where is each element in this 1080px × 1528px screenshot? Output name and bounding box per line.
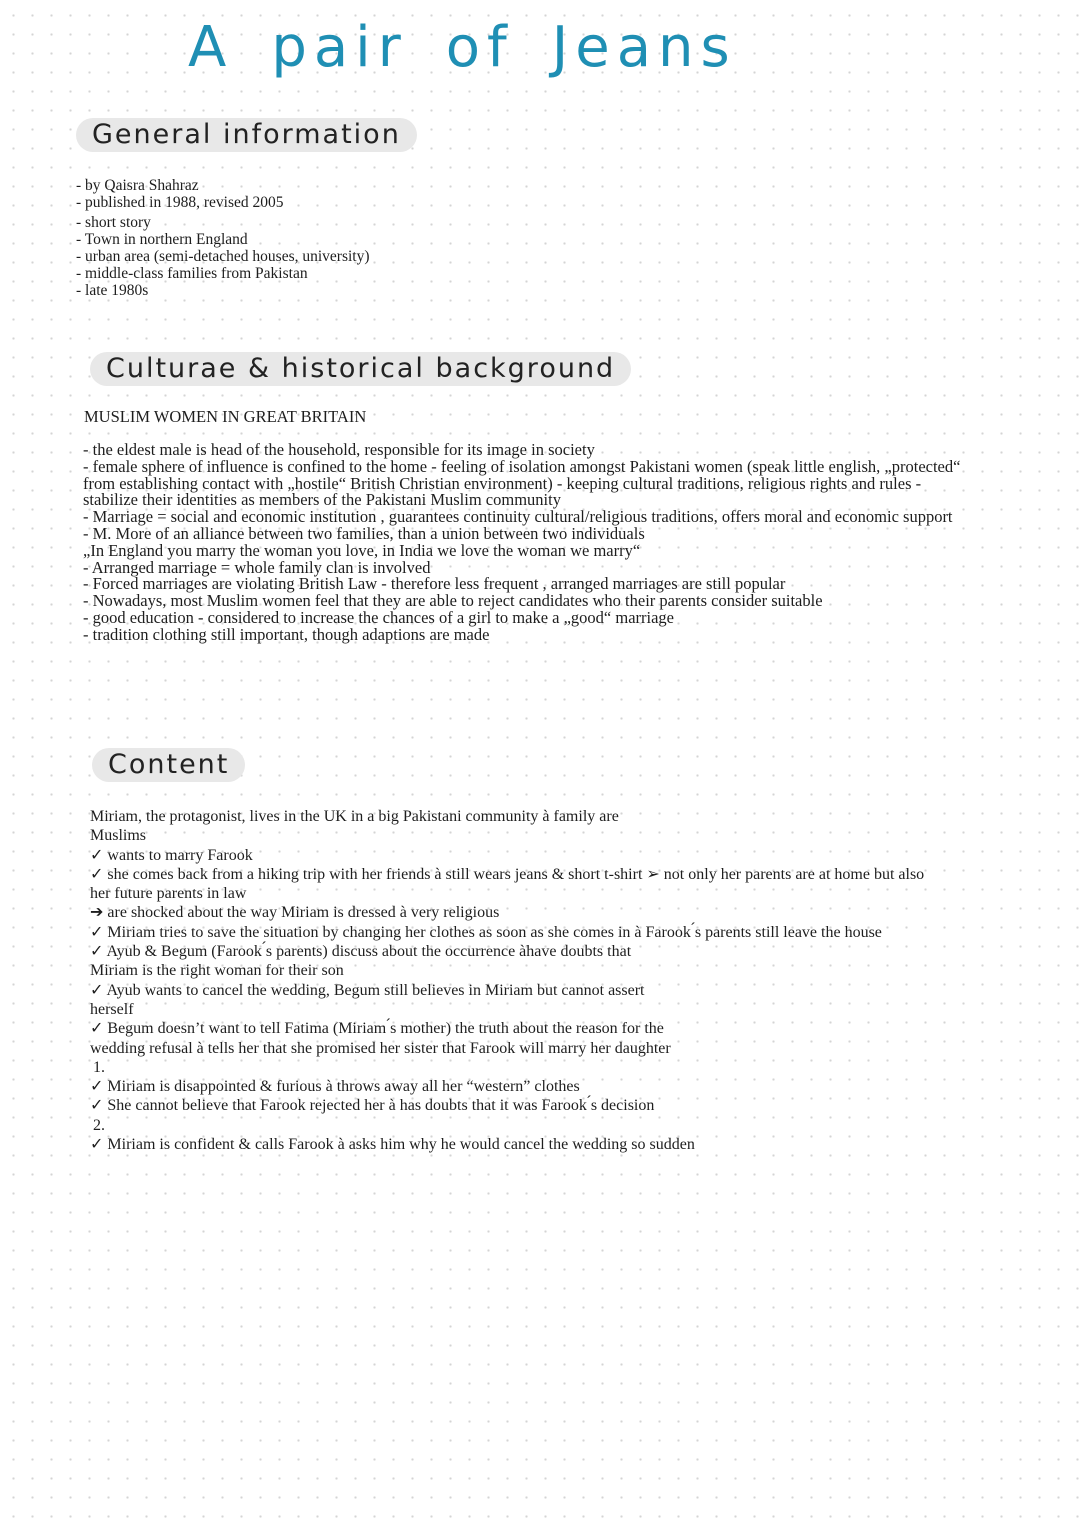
content-heading: Content	[92, 748, 245, 782]
content-line: 1.	[93, 1058, 105, 1076]
list-item: - M. More of an alliance between two families, than a union between two individuals	[83, 523, 645, 543]
title-word-2: pair	[271, 15, 408, 80]
list-item: - Nowadays, most Muslim women feel that they are able to reject candidates who their parents consider suitable	[83, 591, 823, 611]
list-item: - by Qaisra Shahraz	[76, 177, 199, 194]
list-item: - Forced marriages are violating British Law - therefore less frequent , arranged marriages are still popular	[83, 574, 786, 594]
list-item: - female sphere of influence is confined to the home - feeling of isolation amongst Pakistani women (speak little english, „protected“ from establishing contact with „hostile“ British Christian environment) - keeping cultural traditions, religious rights and rules - stabilize their identities as members of the Pakistani Muslim community	[83, 456, 961, 510]
content-line: ✓ wants to marry Farook	[90, 846, 253, 864]
content-line: Miriam is the right woman for their son	[90, 962, 344, 980]
general-information-heading: General information	[76, 118, 417, 152]
list-item: - urban area (semi-detached houses, university)	[76, 248, 370, 265]
list-item: - late 1980s	[76, 282, 149, 299]
list-item: - good education - considered to increase the chances of a girl to make a „good“ marriage	[83, 607, 674, 627]
content-line: Miriam, the protagonist, lives in the UK in a big Pakistani community à family are	[90, 808, 619, 825]
list-item: - Arranged marriage = whole family clan is involved	[83, 557, 431, 577]
content-line: ✓ Ayub & Begum (Farook ́s parents) discuss about the occurrence àhave doubts that	[90, 943, 632, 961]
list-item: - middle-class families from Pakistan	[76, 265, 308, 282]
cultural-background-heading: Culturae & historical background	[90, 352, 631, 386]
content-line: wedding refusal à tells her that she promised her sister that Farook will marry her daughter	[90, 1039, 671, 1057]
content-line: ✓ she comes back from a hiking trip with her friends à still wears jeans & short t-shirt ➢ not only her parents are at home but also	[90, 865, 925, 883]
muslim-women-subheading: MUSLIM WOMEN IN GREAT BRITAIN	[84, 407, 367, 426]
content-line: ✓ Miriam is disappointed & furious à throws away all her “western” clothes	[90, 1078, 580, 1096]
title-word-1: A	[188, 15, 234, 80]
title-word-3: of	[445, 15, 514, 80]
list-item: - the eldest male is head of the household, responsible for its image in society	[83, 440, 595, 459]
content-line: ➔ are shocked about the way Miriam is dressed à very religious	[90, 904, 500, 922]
content-line: ✓ Begum doesn’t want to tell Fatima (Miriam ́s mother) the truth about the reason for the	[90, 1020, 664, 1038]
general-information-list	[76, 177, 370, 299]
content-line: ✓ Miriam tries to save the situation by changing her clothes as soon as she comes in à Farook ́s parents still leave the house	[90, 923, 882, 941]
page-title	[188, 8, 737, 88]
list-item: - Town in northern England	[76, 231, 248, 248]
title-word-4: Jeans	[551, 15, 737, 80]
content-list	[90, 807, 924, 1154]
content-line: ✓ She cannot believe that Farook rejected her à has doubts that it was Farook ́s decision	[90, 1097, 655, 1115]
content-line: ✓ Miriam is confident & calls Farook à asks him why he would cancel the wedding so sudden	[90, 1136, 695, 1154]
content-line: Muslims	[90, 827, 147, 845]
list-item: - published in 1988, revised 2005	[76, 194, 284, 211]
list-item: „In England you marry the woman you love, in India we love the woman we marry“	[83, 540, 641, 560]
content-line: herself	[90, 1000, 134, 1018]
content-line: ✓ Ayub wants to cancel the wedding, Begum still believes in Miriam but cannot assert	[90, 981, 645, 999]
content-line: her future parents in law	[90, 885, 247, 903]
list-item: - short story	[76, 214, 151, 231]
list-item: - tradition clothing still important, though adaptions are made	[83, 624, 490, 644]
content-line: 2.	[93, 1116, 105, 1134]
cultural-background-list	[83, 442, 973, 644]
list-item: - Marriage = social and economic institution , guarantees continuity cultural/religious traditions, offers moral and economic support	[83, 507, 953, 527]
